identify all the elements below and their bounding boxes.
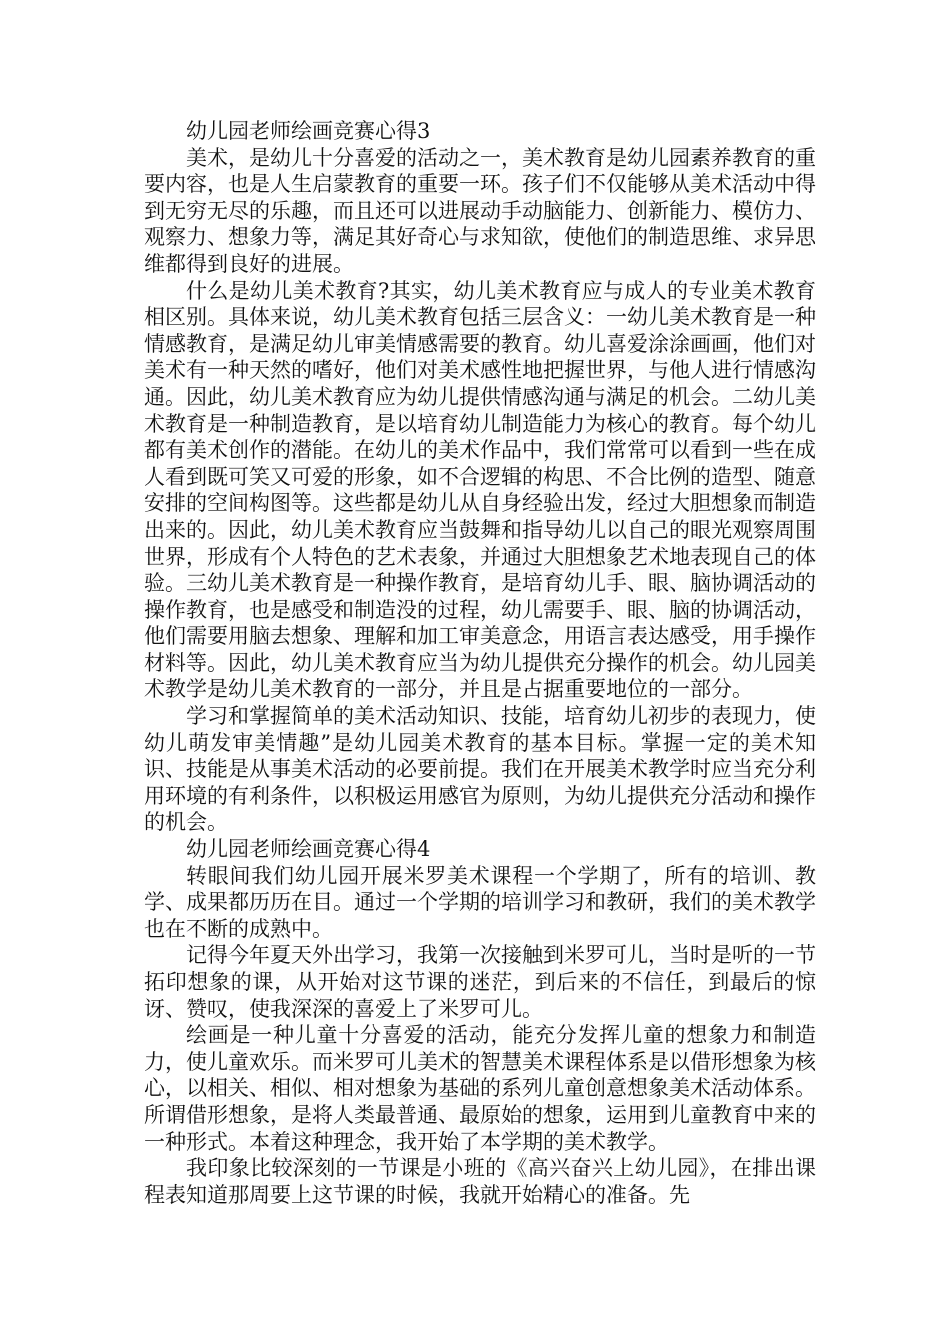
paragraph: 什么是幼儿美术教育?其实，幼儿美术教育应与成人的专业美术教育相区别。具体来说，幼儿美术教育包括三层含义：一幼儿美术教育是一种情感教育，是满足幼儿审美情感需要的教育。幼儿喜爱涂涂画画，他们对美术有一种天然的嗜好，他们对美术感性地把握世界，与他人进行情感沟通。因此，幼儿美术教育应为幼儿提供情感沟通与满足的机会。二幼儿美术教育是一种制造教育，是以培育幼儿制造能力为核心的教育。每个幼儿都有美术创作的潜能。在幼儿的美术作品中，我们常常可以看到一些在成人看到既可笑又可爱的形象，如不合逻辑的构思、不合比例的造型、随意安排的空间构图等。这些都是幼儿从自身经验出发，经过大胆想象而制造出来的。因此，幼儿美术教育应当鼓舞和指导幼儿以自己的眼光观察周围世界，形成有个人特色的艺术表象，并通过大胆想象艺术地表现自己的体验。三幼儿美术教育是一种操作教育，是培育幼儿手、眼、脑协调活动的操作教育，也是感受和制造没的过程，幼儿需要手、眼、脑的协调活动，他们需要用脑去想象、理解和加工审美意念，用语言表达感受，用手操作材料等。因此，幼儿美术教育应当为幼儿提供充分操作的机会。幼儿园美术教学是幼儿美术教育的一部分，并且是占据重要地位的一部分。 [144,278,816,702]
document-body [144,118,816,1208]
paragraph: 转眼间我们幼儿园开展米罗美术课程一个学期了，所有的培训、教学、成果都历历在目。通过一个学期的培训学习和教研，我们的美术教学也在不断的成熟中。 [144,863,816,941]
paragraph: 美术，是幼儿十分喜爱的活动之一，美术教育是幼儿园素养教育的重要内容，也是人生启蒙教育的重要一环。孩子们不仅能够从美术活动中得到无穷无尽的乐趣，而且还可以进展动手动脑能力、创新能力、模仿力、观察力、想象力等，满足其好奇心与求知欲，使他们的制造思维、求异思维都得到良好的进展。 [144,145,816,276]
section-heading-3: 幼儿园老师绘画竞赛心得3 [186,119,431,143]
paragraph: 学习和掌握简单的美术活动知识、技能，培育幼儿初步的表现力，使幼儿萌发审美情趣”是幼儿园美术教育的基本目标。掌握一定的美术知识、技能是从事美术活动的必要前提。我们在开展美术教学时应当充分利用环境的有利条件，以积极运用感官为原则，为幼儿提供充分活动和操作的机会。 [144,704,816,835]
section-heading-4: 幼儿园老师绘画竞赛心得4 [186,837,431,862]
paragraph: 我印象比较深刻的一节课是小班的《高兴奋兴上幼儿园》，在排出课程表知道那周要上这节课的时候，我就开始精心的准备。先 [144,1156,816,1207]
paragraph: 记得今年夏天外出学习，我第一次接触到米罗可儿，当时是听的一节拓印想象的课，从开始对这节课的迷茫，到后来的不信任，到最后的惊讶、赞叹，使我深深的喜爱上了米罗可儿。 [144,943,816,1021]
paragraph: 绘画是一种儿童十分喜爱的活动，能充分发挥儿童的想象力和制造力，使儿童欢乐。而米罗可儿美术的智慧美术课程体系是以借形想象为核心，以相关、相似、相对想象为基础的系列儿童创意想象美术活动体系。所谓借形想象，是将人类最普通、最原始的想象，运用到儿童教育中来的一种形式。本着这种理念，我开始了本学期的美术教学。 [144,1023,816,1154]
